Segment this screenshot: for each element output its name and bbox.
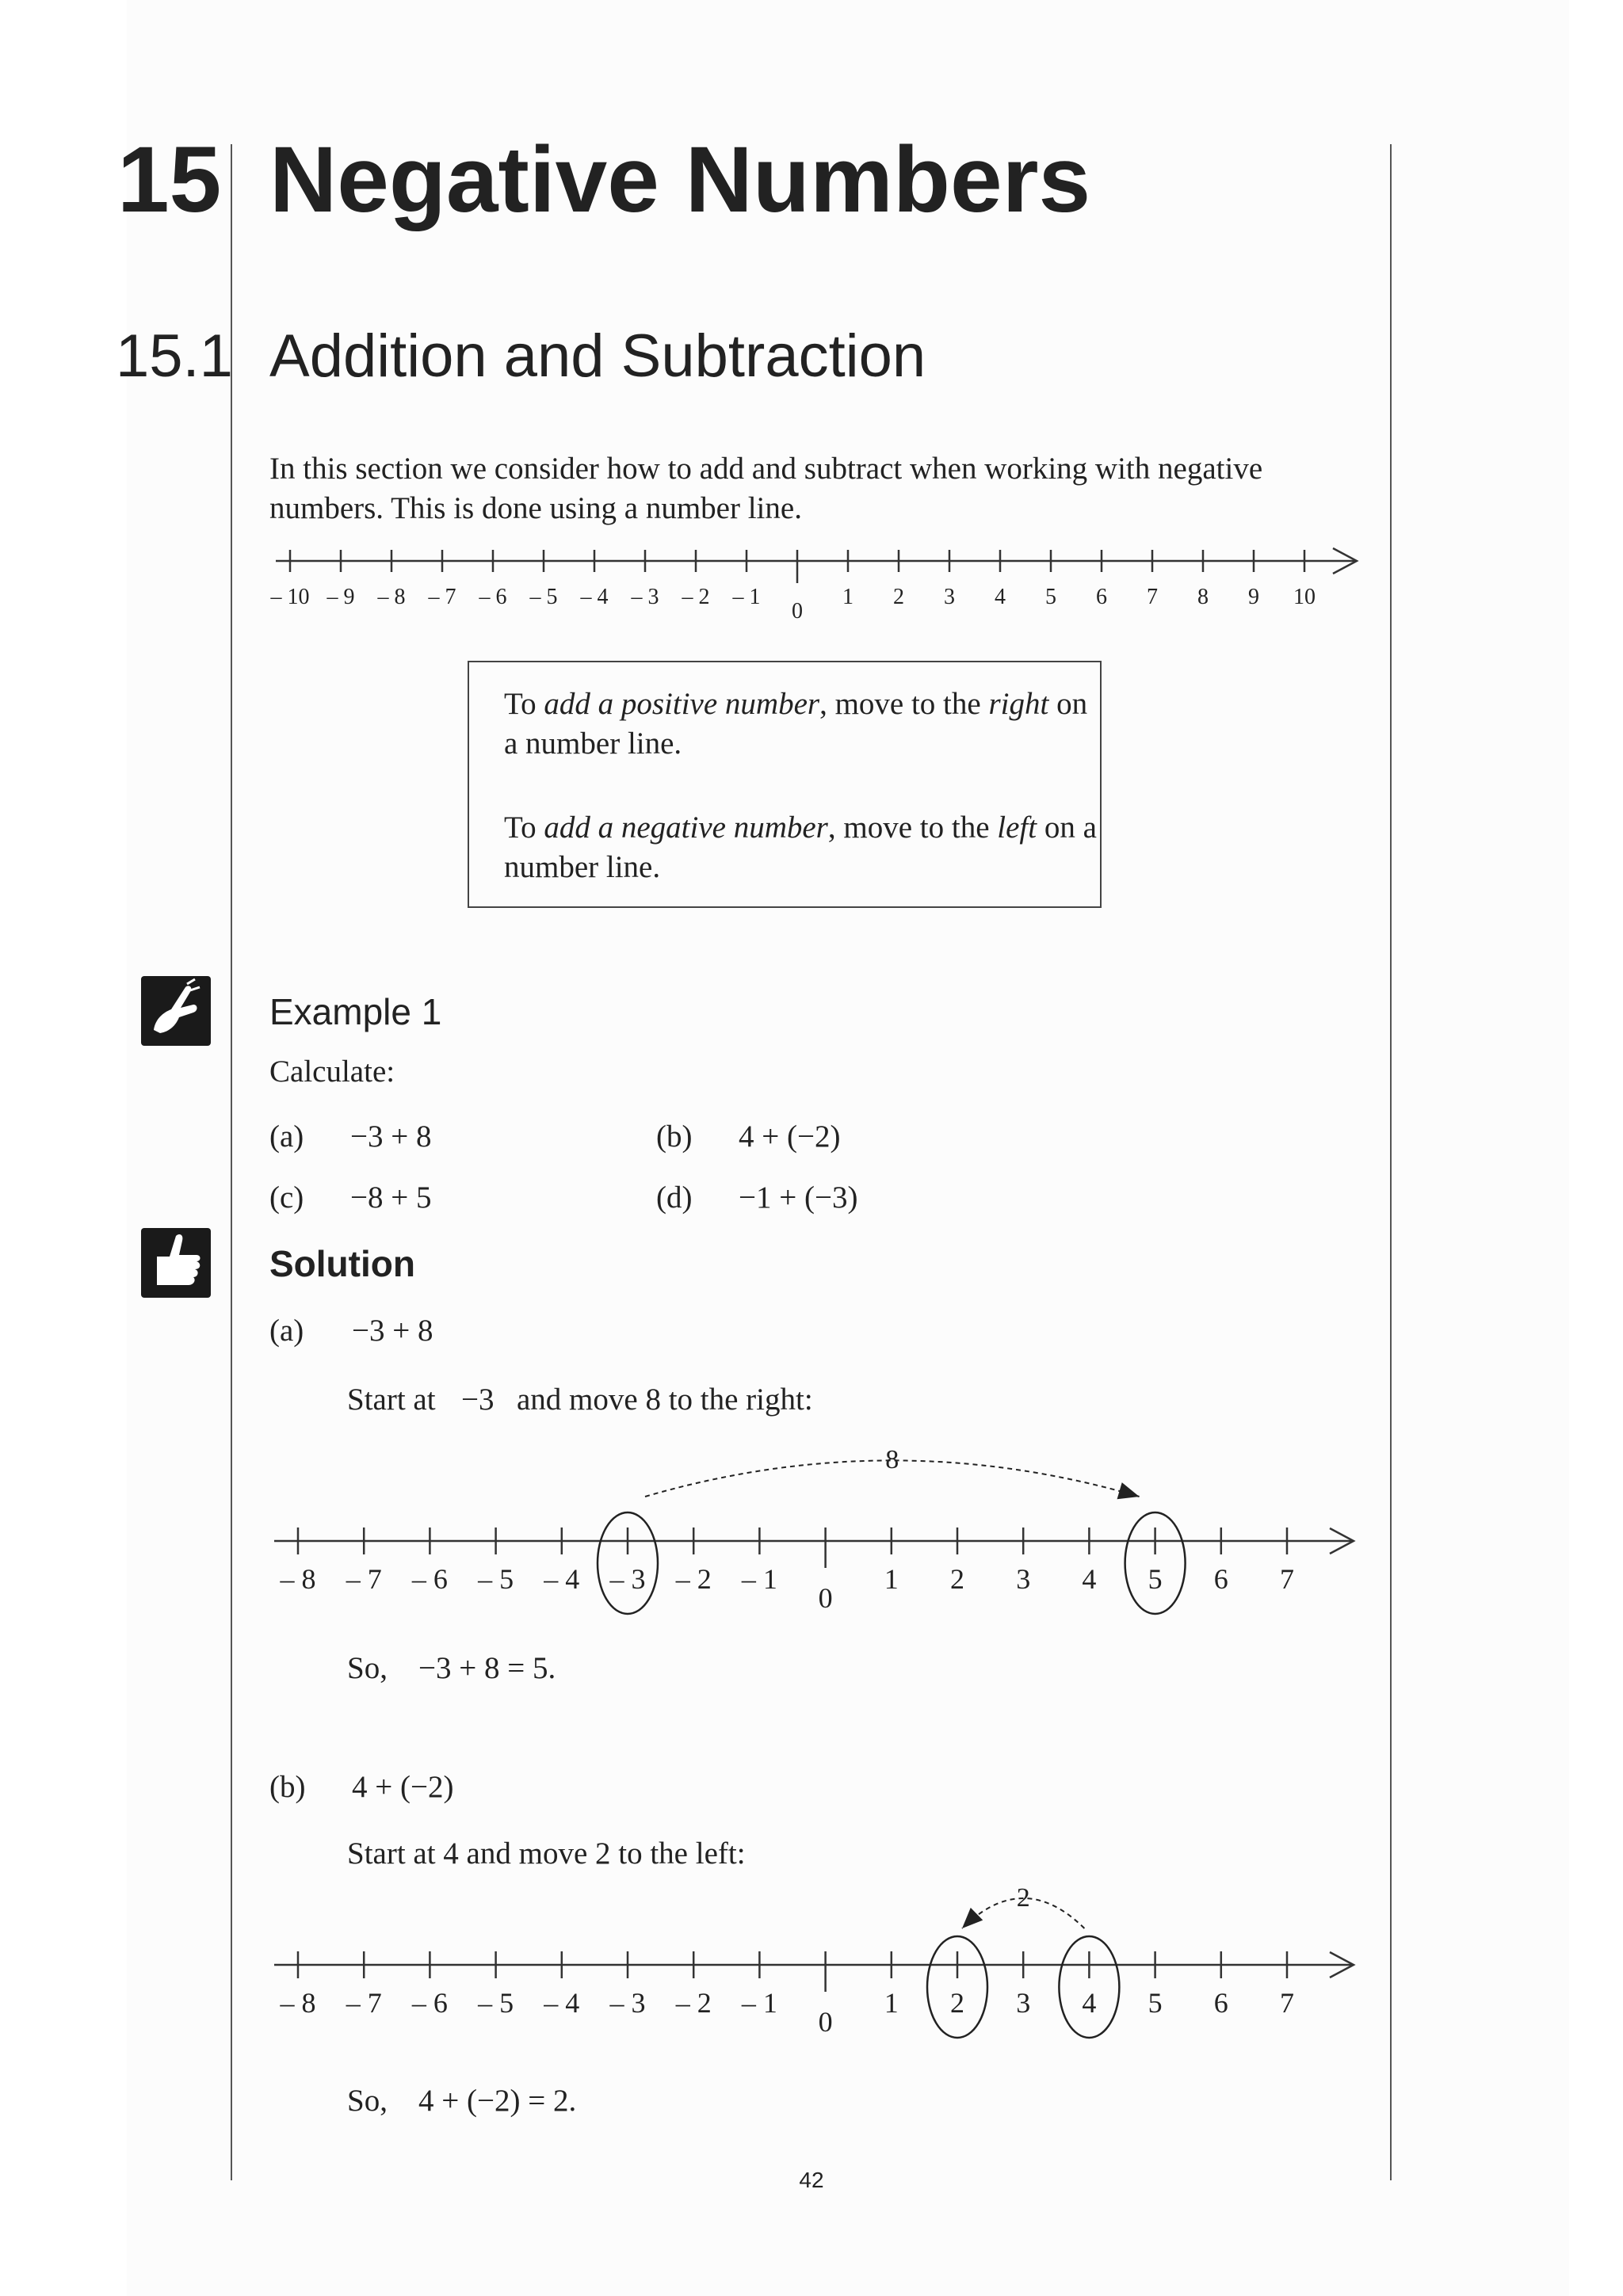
jump-arrowhead [962,1908,983,1928]
solution-a-result-prefix: So, [347,1651,388,1685]
tick-label: – 7 [346,1563,382,1595]
tick-label: – 1 [732,585,761,609]
tick-label: 6 [1213,1563,1228,1595]
solution-a-instruction-value: −3 [461,1383,495,1417]
rule-positive [504,685,1100,764]
jump-label: 2 [1016,1883,1030,1913]
part-c-expr: −8 + 5 [350,1180,432,1215]
part-c-label: (c) [269,1180,304,1215]
tick-label: – 6 [411,1987,448,2019]
tick-label: 7 [1280,1987,1294,2019]
tick-label: – 9 [327,585,355,609]
rule-box [468,661,1102,908]
tick-label: 3 [1016,1987,1031,2019]
jump-label: 8 [885,1445,899,1474]
tick-label: 7 [1147,585,1158,609]
number-line-solution-b [0,1862,1623,2036]
tick-label: – 4 [544,1987,580,2019]
tick-label: – 10 [270,585,310,609]
tick-label: – 5 [529,585,558,609]
number-line-main [0,539,1623,634]
page-number: 42 [799,2168,824,2192]
tick-label: – 3 [609,1563,646,1595]
rule-emphasis: right [988,687,1049,721]
thumbs-up-icon [138,1225,214,1301]
jump-arrowhead [1117,1482,1140,1499]
tick-label: – 3 [609,1987,646,2019]
solution-heading: Solution [269,1243,415,1284]
tick-label: – 2 [675,1987,712,2019]
tick-label: 10 [1293,585,1316,609]
tick-label: 7 [1280,1563,1294,1595]
chapter-number: 15 [117,128,222,232]
tick-label: 4 [995,585,1006,609]
tick-label: – 4 [544,1563,580,1595]
rule-emphasis: left [997,810,1037,845]
solution-b-result: 4 + (−2) = 2. [418,2084,577,2118]
tick-label: 6 [1096,585,1107,609]
rule-text: To [504,687,544,721]
tick-label: – 6 [479,585,507,609]
pointing-hand-icon [138,973,214,1049]
part-b-label: (b) [656,1119,693,1154]
tick-label: – 2 [675,1563,712,1595]
solution-b-instruction: Start at 4 and move 2 to the left: [347,1836,746,1871]
solution-b-expr: 4 + (−2) [352,1770,454,1804]
solution-b-result-prefix: So, [347,2084,388,2118]
tick-label: – 8 [377,585,406,609]
tick-label: – 8 [280,1987,316,2019]
solution-b-label: (b) [269,1770,306,1804]
tick-label: – 2 [682,585,710,609]
section-number: 15.1 [116,322,233,390]
part-d-expr: −1 + (−3) [739,1180,858,1215]
tick-label: 9 [1248,585,1259,609]
tick-label: 0 [792,599,803,624]
tick-label: 1 [884,1563,899,1595]
rule-text: , move to the [827,810,998,845]
rule-emphasis: add a positive number [544,687,820,721]
tick-label: – 6 [411,1563,448,1595]
tick-label: 4 [1082,1987,1097,2019]
tick-label: 0 [818,2006,833,2038]
solution-a-result: −3 + 8 = 5. [418,1651,556,1685]
chapter-title: Negative Numbers [269,128,1091,232]
rule-text: on a number line. [504,687,1088,761]
tick-label: 5 [1045,585,1056,609]
solution-a-instruction-end: and move 8 to the right: [517,1383,813,1417]
tick-label: 1 [884,1987,899,2019]
part-a-label: (a) [269,1119,304,1154]
example-heading: Example 1 [269,991,442,1032]
rule-text: , move to the [819,687,989,721]
tick-label: 6 [1213,1987,1228,2019]
tick-label: 5 [1148,1563,1163,1595]
part-a-expr: −3 + 8 [350,1119,432,1154]
intro-paragraph: In this section we consider how to add and subtract when working with negative numbers. This is done using a number line. [269,452,1263,525]
rule-text: on a number line. [504,810,1097,884]
part-b-expr: 4 + (−2) [739,1119,841,1154]
tick-label: 2 [950,1987,964,2019]
tick-label: 4 [1082,1563,1097,1595]
tick-label: – 1 [741,1563,777,1595]
rule-emphasis: add a negative number [544,810,828,845]
tick-label: 2 [893,585,904,609]
tick-label: – 3 [631,585,659,609]
tick-label: 0 [818,1582,833,1614]
tick-label: 8 [1197,585,1209,609]
tick-label: – 5 [478,1987,514,2019]
tick-label: 3 [944,585,955,609]
rule-negative [504,808,1100,887]
rule-text: To [504,810,544,845]
solution-a-expr: −3 + 8 [352,1314,433,1348]
tick-label: – 8 [280,1563,316,1595]
tick-label: – 5 [478,1563,514,1595]
tick-label: 3 [1016,1563,1031,1595]
tick-label: – 1 [741,1987,777,2019]
solution-a-label: (a) [269,1314,304,1348]
solution-a-instruction-start: Start at [347,1383,436,1417]
tick-label: – 4 [580,585,609,609]
tick-label: 2 [950,1563,964,1595]
section-title: Addition and Subtraction [269,322,926,390]
tick-label: 5 [1148,1987,1163,2019]
tick-label: – 7 [428,585,456,609]
tick-label: – 7 [346,1987,382,2019]
number-line-solution-a [0,1426,1623,1614]
example-prompt: Calculate: [269,1055,395,1089]
tick-label: 1 [842,585,854,609]
part-d-label: (d) [656,1180,693,1215]
